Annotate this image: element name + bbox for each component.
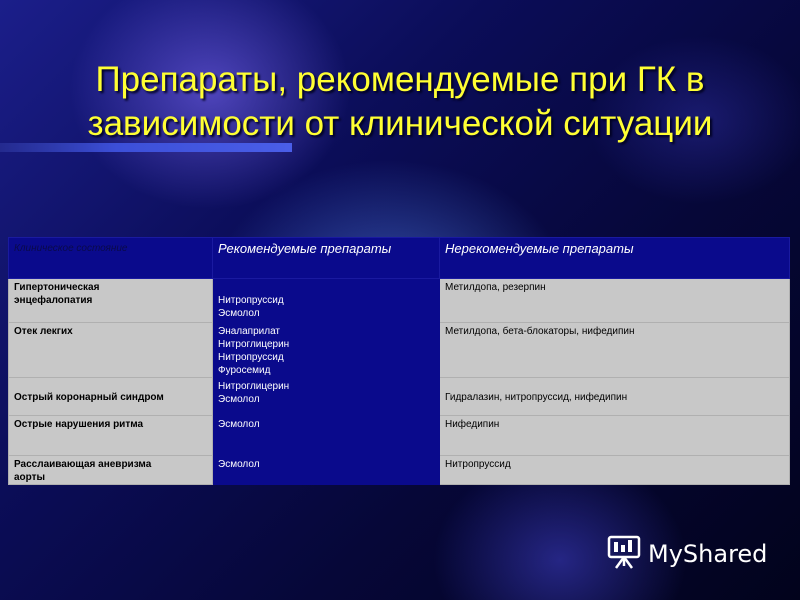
recommended-cell [213, 323, 440, 378]
condition-cell [9, 378, 213, 416]
slide-title: Препараты, рекомендуемые при ГК в зависимости от клинической ситуации [87, 60, 713, 143]
recommended-cell [213, 279, 440, 323]
condition-text: Острые нарушения ритма [14, 419, 144, 430]
not-recommended-text: Гидралазин, нитропруссид, нифедипин [445, 392, 628, 403]
drug-table [8, 237, 789, 483]
header-not-recommended: Нерекомендуемые препараты [440, 238, 790, 279]
not-recommended-cell [440, 279, 790, 323]
header-recommended: Рекомендуемые препараты [213, 238, 440, 279]
not-recommended-cell [440, 416, 790, 456]
table-row [9, 279, 790, 323]
not-recommended-text: Метилдопа, резерпин [445, 282, 546, 293]
not-recommended-cell [440, 378, 790, 416]
table-header-row [9, 238, 790, 279]
table-row [9, 378, 790, 416]
recommended-cell [213, 416, 440, 456]
recommended-cell [213, 378, 440, 416]
header-condition: Клиническое состояние [9, 238, 213, 279]
drug-table-grid [8, 237, 790, 485]
condition-text: Острый коронарный синдром [14, 392, 164, 403]
condition-text: Расслаивающая аневризма аорты [14, 459, 152, 483]
condition-text: Гипертоническая энцефалопатия [14, 282, 100, 306]
table-row [9, 456, 790, 485]
not-recommended-cell [440, 323, 790, 378]
presentation-board-icon [606, 533, 642, 576]
title-accent-bar [0, 143, 292, 152]
recommended-text: Эсмолол [218, 459, 260, 470]
condition-text: Отек лекгих [14, 326, 73, 337]
condition-cell [9, 323, 213, 378]
not-recommended-text: Метилдопа, бета-блокаторы, нифедипин [445, 326, 635, 337]
not-recommended-text: Нифедипин [445, 419, 500, 430]
watermark-text: MyShared [648, 540, 768, 568]
not-recommended-text: Нитропруссид [445, 459, 511, 470]
condition-cell [9, 456, 213, 485]
condition-cell [9, 416, 213, 456]
not-recommended-cell [440, 456, 790, 485]
table-row [9, 323, 790, 378]
recommended-cell [213, 456, 440, 485]
recommended-text: Нитроглицерин Эсмолол [218, 381, 290, 405]
recommended-text: Нитропруссид Эсмолол [218, 295, 284, 319]
recommended-text: Эналаприлат Нитроглицерин Нитропруссид Фуросемид [218, 326, 290, 376]
table-row [9, 416, 790, 456]
watermark-logo [606, 534, 767, 574]
recommended-text: Эсмолол [218, 419, 260, 430]
condition-cell [9, 279, 213, 323]
